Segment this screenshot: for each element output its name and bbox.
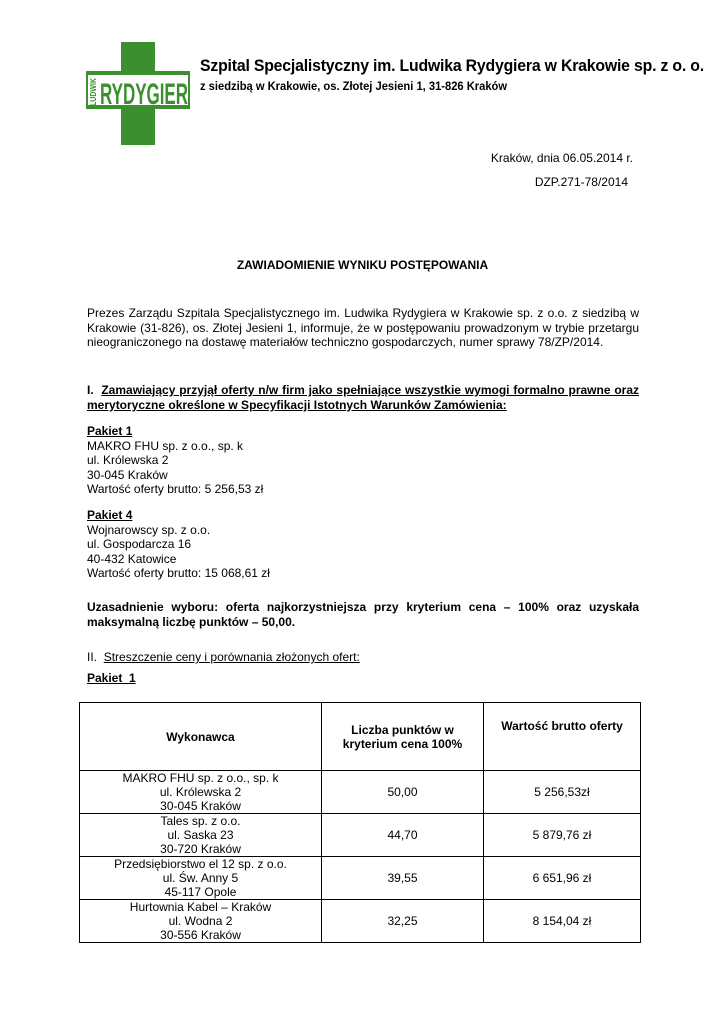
package-street: ul. Gospodarcza 16	[87, 537, 192, 552]
points-cell: 39,55	[322, 857, 484, 900]
table-row	[80, 857, 641, 900]
package-block-4	[87, 508, 270, 581]
package-company: Wojnarowscy sp. z o.o.	[87, 522, 211, 537]
contractor-street: ul. Saska 23	[167, 828, 234, 842]
value-cell: 5 256,53zł	[484, 771, 641, 814]
contractor-name: Hurtownia Kabel – Kraków	[129, 900, 272, 914]
section-1-text: Zamawiający przyjął oferty n/w firm jako spełniające wszystkie wymogi formalno prawne oraz merytoryczne określone w Specyfikacji Istotnych Warunków Zamówienia:	[87, 383, 640, 412]
value-cell: 6 651,96 zł	[484, 857, 641, 900]
contractor-name: Przedsiębiorstwo el 12 sp. z o.o.	[114, 857, 287, 871]
package-company: MAKRO FHU sp. z o.o., sp. k	[87, 438, 244, 453]
table-row	[80, 771, 641, 814]
contractor-street: ul. Św. Anny 5	[162, 871, 239, 885]
contractor-cell	[80, 814, 322, 857]
contractor-name: MAKRO FHU sp. z o.o., sp. k	[122, 771, 279, 785]
package-city: 30-045 Kraków	[87, 467, 168, 482]
package-value: Wartość oferty brutto: 5 256,53 zł	[87, 482, 264, 497]
contractor-city: 45-117 Opole	[164, 885, 237, 899]
document-date: Kraków, dnia 06.05.2014 r.	[490, 151, 633, 165]
table-header-row	[80, 703, 641, 771]
document-heading: ZAWIADOMIENIE WYNIKU POSTĘPOWANIA	[236, 258, 489, 272]
contractor-street: ul. Królewska 2	[159, 785, 242, 799]
header-value: Wartość brutto oferty	[484, 703, 641, 771]
table-package-label: Pakiet 1	[87, 671, 136, 685]
justification-paragraph: Uzasadnienie wyboru: oferta najkorzystniejsza przy kryterium cena – 100% oraz uzyskała maksymalną liczbę punktów – 50,00.	[87, 600, 639, 629]
package-city: 40-432 Katowice	[87, 551, 177, 566]
table-row	[80, 900, 641, 943]
value-cell: 5 879,76 zł	[484, 814, 641, 857]
contractor-cell	[80, 900, 322, 943]
package-heading: Pakiet 4	[87, 508, 133, 522]
contractor-city: 30-045 Kraków	[160, 799, 241, 813]
section-1-number: I.	[87, 383, 94, 397]
contractor-name: Tales sp. z o.o.	[160, 814, 241, 828]
intro-paragraph: Prezes Zarządu Szpitala Specjalistycznego im. Ludwika Rydygiera w Krakowie sp. z o.o. z siedzibą w Krakowie (31-826), os. Złotej Jesieni 1, informuje, że w postępowaniu prowadzonym w trybie przetargu nieograniczonego na dostawę materiałów techniczno gospodarczych, numer sprawy 78/ZP/2014.	[87, 306, 639, 350]
section-2	[87, 650, 360, 664]
contractor-street: ul. Wodna 2	[168, 914, 233, 928]
package-heading: Pakiet 1	[87, 424, 133, 438]
contractor-city: 30-720 Kraków	[160, 842, 241, 856]
package-street: ul. Królewska 2	[87, 453, 169, 468]
contractor-city: 30-556 Kraków	[160, 928, 241, 942]
section-2-number: II.	[87, 650, 98, 664]
table-row	[80, 814, 641, 857]
offers-table	[79, 702, 641, 943]
section-1	[87, 383, 639, 412]
logo-small-text: LUDWIK	[89, 74, 98, 106]
header-points: Liczba punktów w kryterium cena 100%	[322, 703, 484, 771]
package-block-1	[87, 424, 263, 497]
points-cell: 44,70	[322, 814, 484, 857]
points-cell: 50,00	[322, 771, 484, 814]
value-cell: 8 154,04 zł	[484, 900, 641, 943]
points-cell: 32,25	[322, 900, 484, 943]
hospital-logo	[86, 42, 190, 145]
section-2-text: Streszczenie ceny i porównania złożonych ofert:	[103, 650, 360, 664]
document-reference: DZP.271-78/2014	[534, 175, 628, 189]
package-value: Wartość oferty brutto: 15 068,61 zł	[87, 566, 270, 581]
contractor-cell	[80, 771, 322, 814]
header-contractor: Wykonawca	[80, 703, 322, 771]
contractor-cell	[80, 857, 322, 900]
logo-cross-graphic	[86, 42, 190, 145]
hospital-address: z siedzibą w Krakowie, os. Złotej Jesieni 1, 31-826 Kraków	[200, 79, 508, 93]
logo-brand-text: RYDYGIER	[100, 78, 189, 111]
hospital-name: Szpital Specjalistyczny im. Ludwika Rydygiera w Krakowie sp. z o. o.	[200, 56, 704, 75]
